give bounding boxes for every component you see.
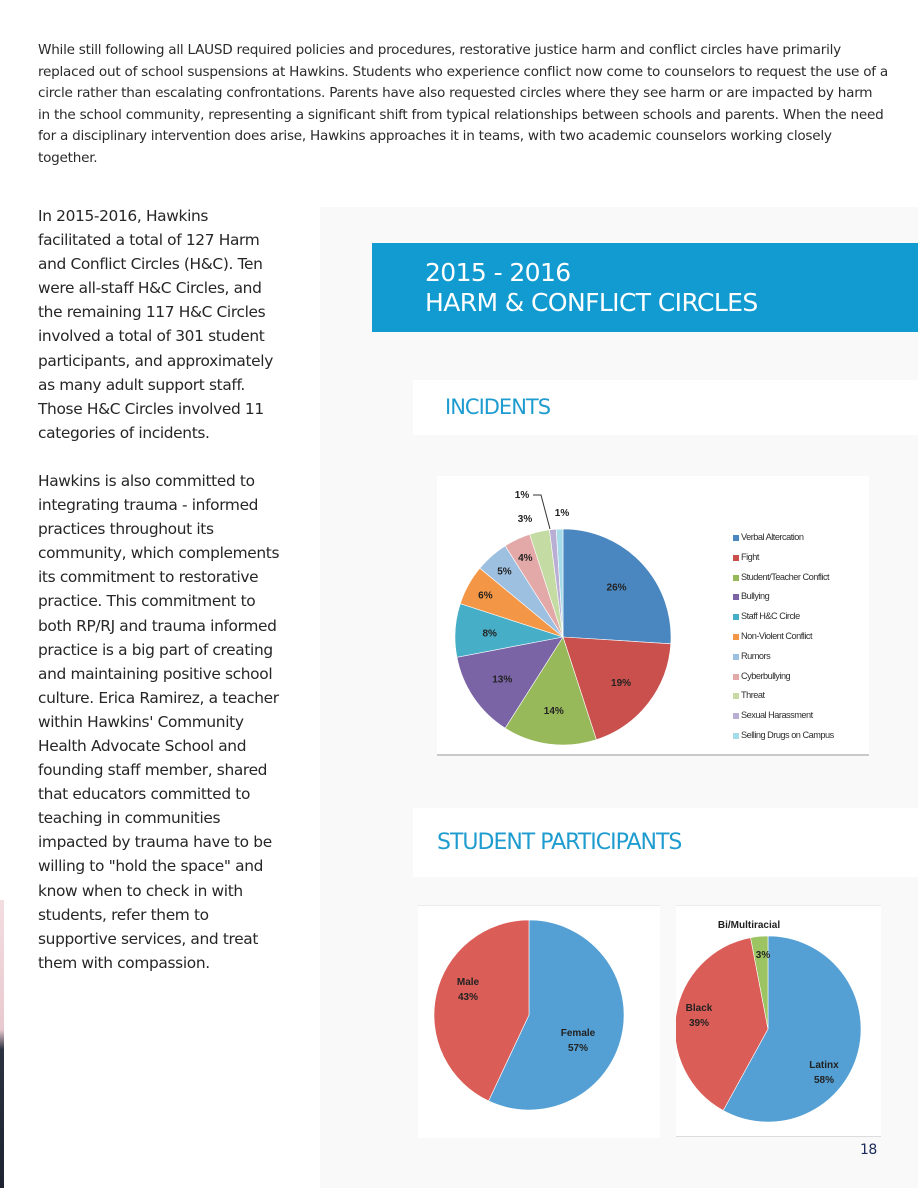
- banner-title: HARM & CONFLICT CIRCLES: [425, 288, 758, 317]
- legend-label: Bullying: [741, 591, 770, 602]
- legend-swatch-icon: [733, 674, 739, 680]
- legend-item: [733, 671, 868, 691]
- pie-value-label: 43%: [457, 992, 479, 1003]
- legend-item: [733, 611, 868, 631]
- pie-label: 13%: [492, 674, 513, 686]
- leader-line: [533, 495, 550, 529]
- pie-label: 1%: [554, 508, 570, 519]
- incidents-heading-strip: [413, 380, 918, 435]
- pie-value-label: 39%: [688, 1018, 710, 1029]
- legend-item: [733, 651, 868, 671]
- incidents-heading: INCIDENTS: [445, 395, 551, 419]
- incidents-chart: [437, 476, 869, 756]
- pie-label: 1%: [514, 490, 530, 501]
- legend-label: Rumors: [741, 650, 771, 661]
- pie-value-label: 3%: [755, 950, 771, 961]
- legend-swatch-icon: [733, 535, 739, 541]
- legend-item: [733, 690, 868, 710]
- legend-swatch-icon: [733, 733, 739, 739]
- gender-chart: [418, 905, 660, 1138]
- legend-item: [733, 710, 868, 730]
- left-column: [38, 204, 283, 999]
- pie-label: 8%: [482, 628, 497, 640]
- legend-label: Verbal Altercation: [741, 532, 804, 542]
- pie-value-label: 58%: [813, 1075, 835, 1086]
- legend-label: Sexual Harassment: [741, 710, 813, 721]
- pie-category-label: Bi/Multiracial: [717, 920, 781, 931]
- pie-label: 26%: [606, 582, 627, 594]
- ethnicity-chart: [676, 905, 881, 1137]
- pie-label: 3%: [517, 514, 533, 525]
- legend-item: [733, 572, 868, 592]
- legend-item: [733, 591, 868, 611]
- legend-label: Staff H&C Circle: [741, 611, 800, 622]
- trauma-informed-paragraph: Hawkins is also committed to integrating trauma - informed practices throughout its community, which complements its commitment to restorative practice. This commitment to both RP/RJ and trauma informed practice is a big part of creating and maintaining positive school culture. Erica Ramirez, a teacher within Hawkins' Community Health Advocate School and founding staff member, shared that educators committed to teaching in communities impacted by trauma have to be willing to "hold the space" and know when to check in with students, refer them to supportive services, and treat them with compassion.: [38, 471, 280, 972]
- legend-item: [733, 532, 868, 552]
- legend-label: Threat: [741, 690, 765, 701]
- ethnicity-pie: [676, 906, 881, 1136]
- pie-label: 6%: [478, 590, 493, 602]
- pie-category-label: Latinx: [809, 1060, 839, 1071]
- legend-swatch-icon: [733, 634, 739, 640]
- infographic-banner: [372, 243, 918, 332]
- intro-paragraph: While still following all LAUSD required policies and procedures, restorative justice harm and conflict circles have primarily replaced out of school suspensions at Hawkins. Students who experience conflict now come to counselors to request the use of a circle rather than escalating confrontations. Parents have also requested circles where they see harm or are impacted by harm in the school community, representing a significant shift from typical relationships between schools and parents. When the need for a disciplinary intervention does arise, Hawkins approaches it in teams, with two academic counselors working closely together.: [38, 42, 888, 166]
- students-heading: STUDENT PARTICIPANTS: [437, 830, 682, 855]
- pie-label: 19%: [611, 678, 632, 690]
- legend-label: Non-Violent Conflict: [741, 630, 813, 641]
- legend-swatch-icon: [733, 594, 739, 600]
- legend-swatch-icon: [733, 654, 739, 660]
- gender-pie: [418, 906, 660, 1138]
- legend-swatch-icon: [733, 614, 739, 620]
- legend-label: Cyberbullying: [741, 670, 791, 681]
- adjacent-page-edge: [0, 900, 4, 1188]
- legend-label: Fight: [741, 551, 759, 562]
- students-heading-strip: [413, 808, 918, 877]
- pie-value-label: 57%: [567, 1043, 589, 1054]
- banner-year: 2015 - 2016: [425, 258, 571, 287]
- pie-label: 14%: [543, 705, 564, 717]
- legend-swatch-icon: [733, 555, 739, 561]
- pie-label: 4%: [518, 552, 533, 564]
- hc-summary-paragraph: In 2015-2016, Hawkins facilitated a total of 127 Harm and Conflict Circles (H&C). Ten were all-staff H&C Circles, and the remaining 117 H&C Circles involved a total of 301 student participants, and approximately as many adult support staff. Those H&C Circles involved 11 categories of incidents.: [38, 207, 273, 442]
- legend-label: Student/Teacher Conflict: [741, 571, 830, 582]
- pie-category-label: Male: [456, 977, 480, 988]
- legend-label: Selling Drugs on Campus: [741, 729, 834, 740]
- pie-category-label: Black: [685, 1003, 713, 1014]
- legend-swatch-icon: [733, 713, 739, 719]
- legend-swatch-icon: [733, 693, 739, 699]
- legend-item: [733, 631, 868, 651]
- legend-swatch-icon: [733, 575, 739, 581]
- legend-item: [733, 730, 868, 750]
- pie-label: 5%: [497, 566, 512, 578]
- pie-category-label: Female: [560, 1028, 596, 1039]
- incidents-legend: [733, 532, 868, 750]
- legend-item: [733, 552, 868, 572]
- page-number: 18: [860, 1142, 877, 1158]
